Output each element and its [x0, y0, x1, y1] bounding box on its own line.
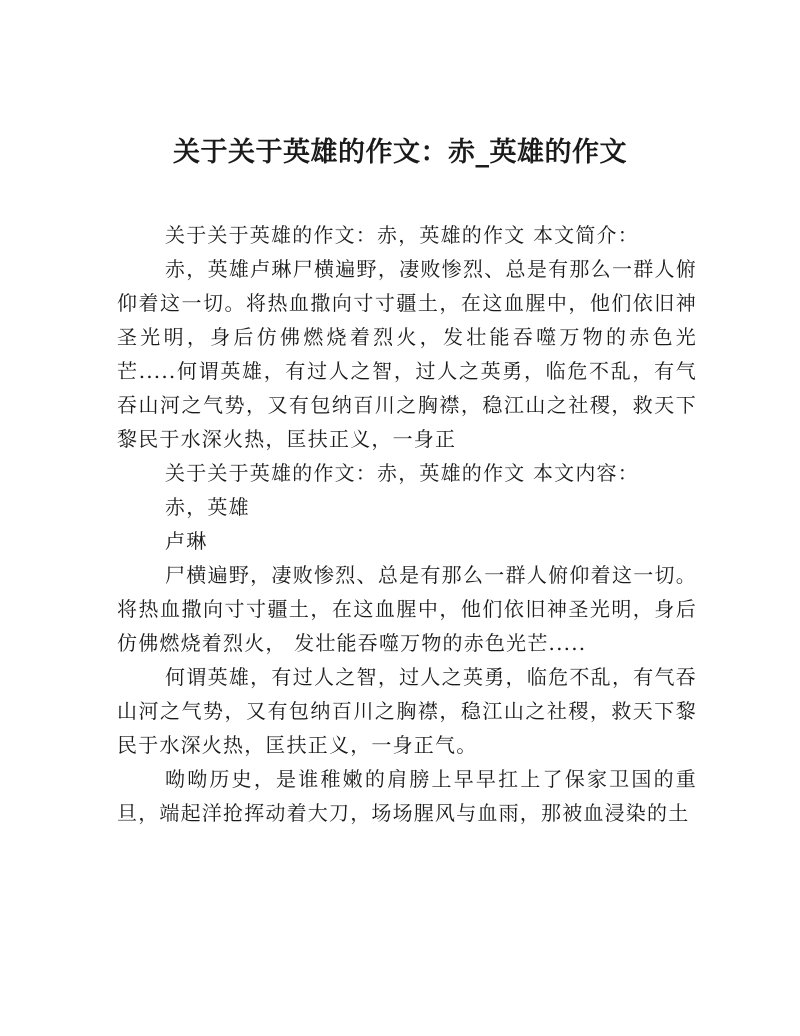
- body-paragraph: 何谓英雄，有过人之智，过人之英勇，临危不乱，有气吞山河之气势，又有包纳百川之胸襟，稳江山之社稷，救天下黎民于水深火热，匡扶正义，一身正气。: [117, 665, 697, 757]
- document-body: [117, 218, 697, 830]
- document-title: 关于关于英雄的作文：赤_英雄的作文: [173, 137, 627, 168]
- content-heading: 关于关于英雄的作文：赤，英雄的作文 本文内容：: [165, 461, 639, 485]
- summary-paragraph: 赤，英雄卢琳尸横遍野，凄败惨烈、总是有那么一群人俯仰着这一切。将热血撒向寸寸疆土，在这血腥中，他们依旧神圣光明，身后仿佛燃烧着烈火，发壮能吞噬万物的赤色光芒.....何谓英雄，有过人之智，过人之英勇，临危不乱，有气吞山河之气势，又有包纳百川之胸襟，稳江山之社稷，救天下黎民于水深火热，匡扶正义，一身正: [117, 257, 697, 451]
- summary-heading: 关于关于英雄的作文：赤，英雄的作文 本文简介：: [165, 223, 639, 247]
- body-paragraph: 呦呦历史，是谁稚嫩的肩膀上早早扛上了保家卫国的重旦，端起洋抢挥动着大刀，场场腥风与血雨，那被血浸染的土: [117, 767, 697, 825]
- essay-subtitle: 赤，英雄: [165, 495, 250, 519]
- body-paragraph: 尸横遍野，凄败惨烈、总是有那么一群人俯仰着这一切。将热血撒向寸寸疆土，在这血腥中，他们依旧神圣光明，身后仿佛燃烧着烈火， 发壮能吞噬万物的赤色光芒.....: [117, 563, 697, 655]
- author-name: 卢琳: [165, 529, 208, 553]
